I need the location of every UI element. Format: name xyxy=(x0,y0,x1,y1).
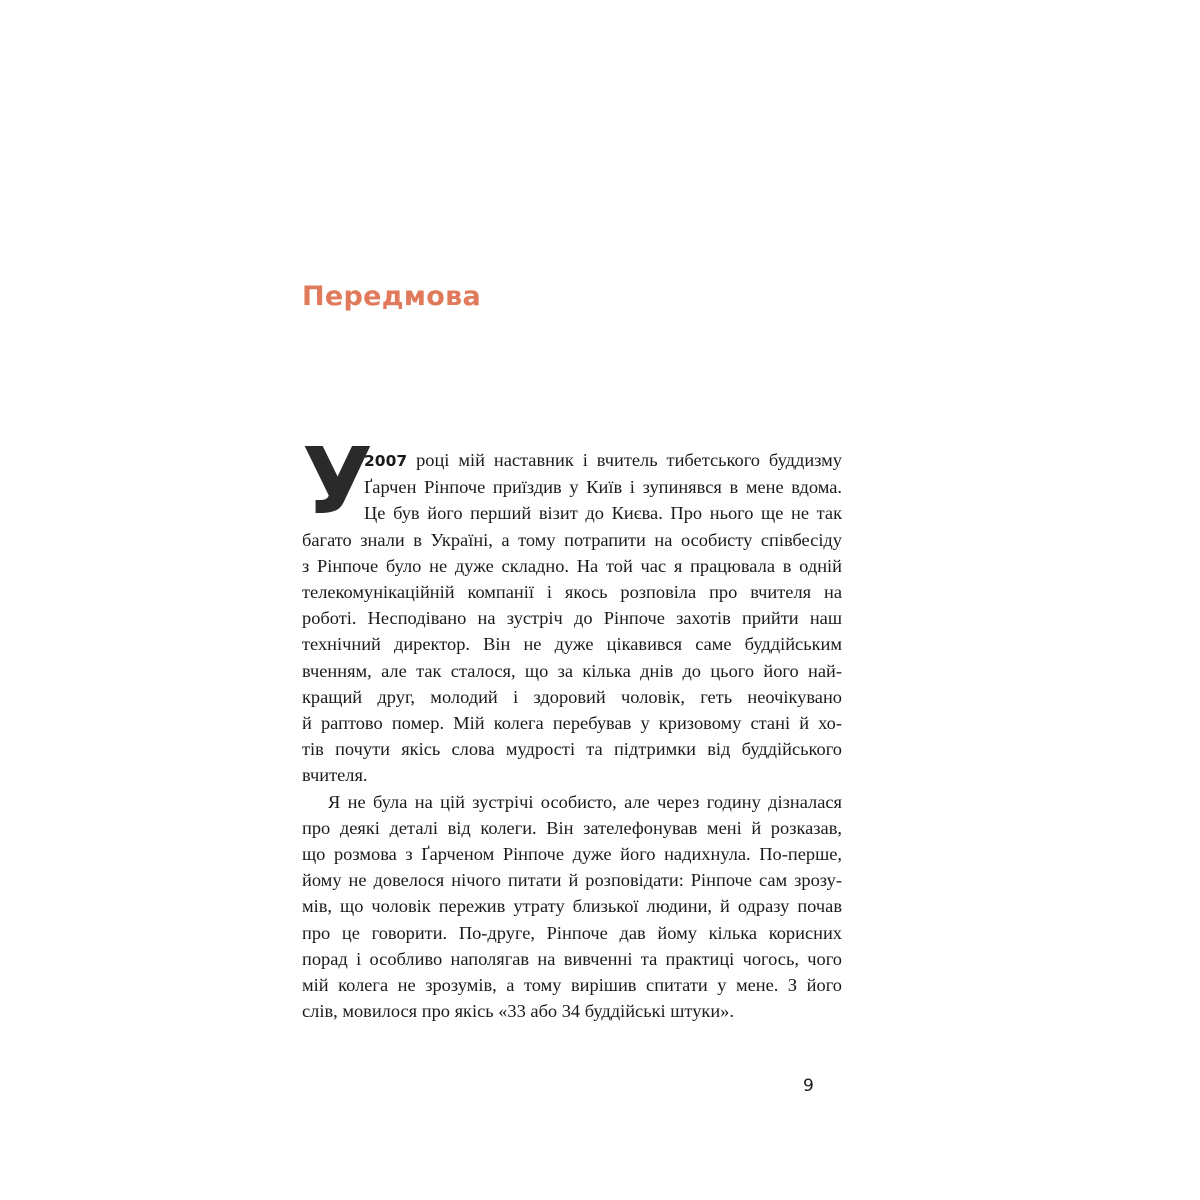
text-line: що розмова з Ґарченом Рінпоче дуже його надихнула. По-перше, xyxy=(302,844,842,865)
text-line: тів почути якісь слова мудрості та підтримки від буддійського xyxy=(302,739,842,760)
text-line: Ґарчен Рінпоче приїздив у Київ і зупинявся в мене вдома. xyxy=(364,477,842,498)
body-text xyxy=(302,447,842,1024)
text-line: з Рінпоче було не дуже складно. На той час я працювала в одній xyxy=(302,555,842,576)
year-number: 2007 xyxy=(364,452,408,470)
text-line: технічний директор. Він не дуже цікавився саме буддійським xyxy=(302,634,842,655)
text-line: слів, мовилося про якісь «33 або 34 буддійські штуки». xyxy=(302,1001,734,1022)
text-line: роботі. Несподівано на зустріч до Рінпоче захотів прийти наш xyxy=(302,608,842,629)
text-line: багато знали в Україні, а тому потрапити на особисту співбесіду xyxy=(302,529,842,550)
text-line: й раптово помер. Мій колега перебував у кризовому стані й хо- xyxy=(302,713,842,734)
drop-cap: У xyxy=(302,428,373,535)
text-line: вчителя. xyxy=(302,765,368,786)
text-line: Я не була на цій зустрічі особисто, але через годину дізналася xyxy=(328,791,842,812)
text-line: порад і особливо наполягав на вивченні та практиці чогось, чого xyxy=(302,948,842,969)
text-line: йому не довелося нічого питати й розповідати: Рінпоче сам зрозу- xyxy=(302,870,842,891)
text-line: телекомунікаційній компанії і якось розповіла про вчителя на xyxy=(302,582,842,603)
text-line: кращий друг, молодий і здоровий чоловік, геть неочікувано xyxy=(302,686,842,707)
text-line: 2007 році мій наставник і вчитель тибетського буддизму xyxy=(364,450,842,470)
text-line: мів, що чоловік пережив утрату близької людини, й одразу почав xyxy=(302,896,842,917)
text-line: вченням, але так сталося, що за кілька днів до цього його най- xyxy=(302,660,842,681)
chapter-title: Передмова xyxy=(302,281,481,312)
page-number: 9 xyxy=(803,1076,814,1096)
text-line: Це був його перший візит до Києва. Про нього ще не так xyxy=(364,503,842,524)
text-line: мій колега не зрозумів, а тому вирішив спитати у мене. З його xyxy=(302,975,842,996)
text-line: про деякі деталі від колеги. Він зателефонував мені й розказав, xyxy=(302,817,842,838)
text-line: про це говорити. По-друге, Рінпоче дав йому кілька корисних xyxy=(302,922,842,943)
